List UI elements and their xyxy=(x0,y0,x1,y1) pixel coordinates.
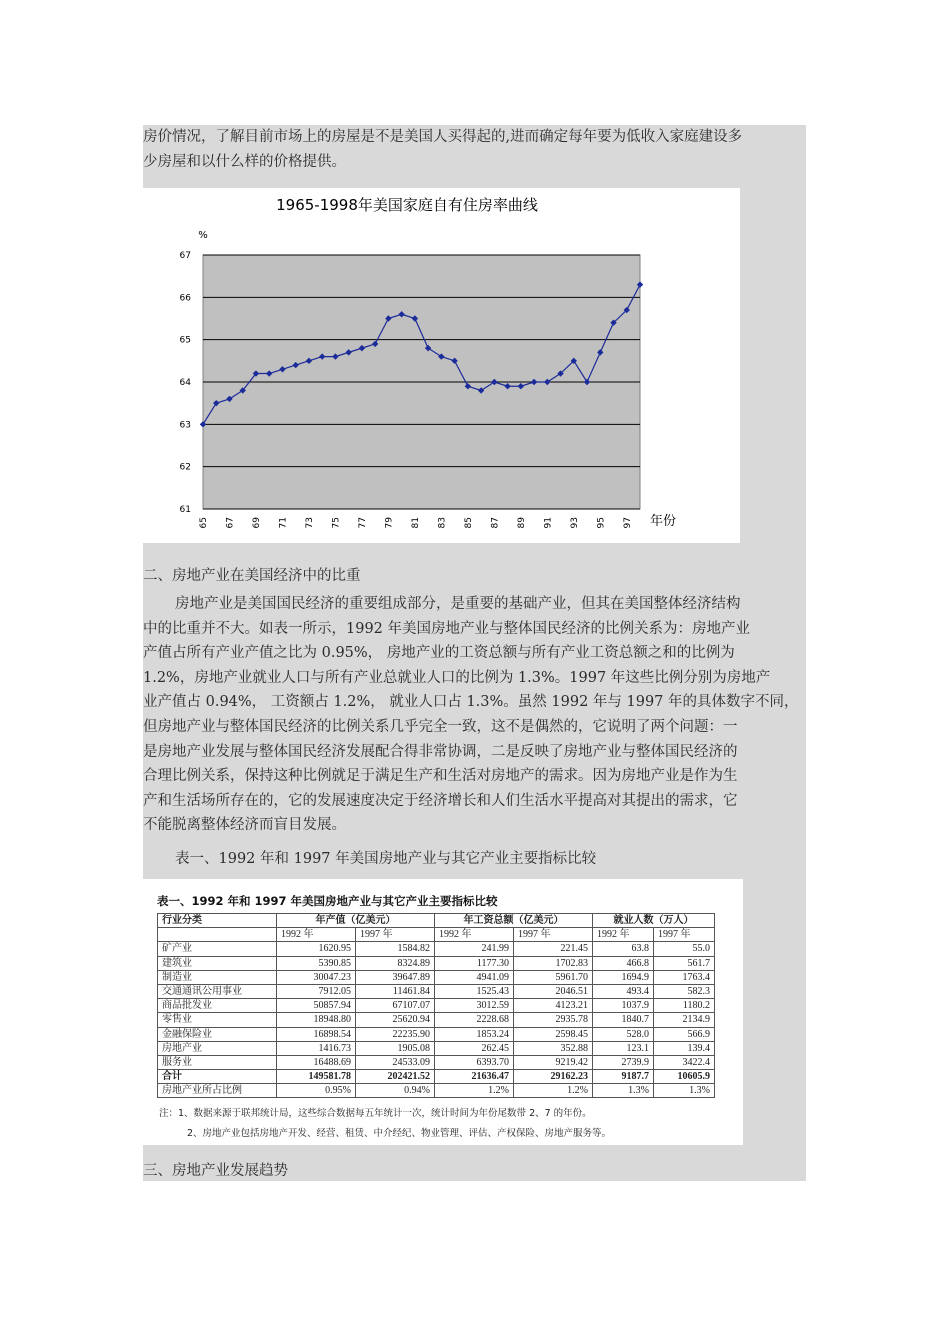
industry-cell: 服务业 xyxy=(158,1055,277,1069)
value-cell: 22235.90 xyxy=(356,1027,435,1041)
value-cell: 1584.82 xyxy=(356,942,435,956)
value-cell: 566.9 xyxy=(654,1027,715,1041)
value-cell: 7912.05 xyxy=(277,984,356,998)
x-tick-label: 87 xyxy=(490,517,501,529)
industry-cell: 金融保险业 xyxy=(158,1027,277,1041)
value-cell: 1694.9 xyxy=(593,970,654,984)
value-cell: 18948.80 xyxy=(277,1013,356,1027)
value-cell: 10605.9 xyxy=(654,1070,715,1084)
body-line: 不能脱离整体经济而盲目发展。 xyxy=(143,817,346,834)
value-cell: 1037.9 xyxy=(593,999,654,1013)
table-row xyxy=(158,999,715,1013)
body-line: 合理比例关系，保持这种比例就足于满足生产和生活对房地产的需求。因为房地产业是作为生 xyxy=(143,768,738,785)
year-cell: 1992 年 xyxy=(277,928,356,942)
industry-cell: 商品批发业 xyxy=(158,999,277,1013)
y-tick-label: 64 xyxy=(179,378,191,388)
body-line: 业产值占 0.94%， 工资额占 1.2%， 就业人口占 1.3%。虽然 1992 年与 1997 年的具体数字不同， xyxy=(143,694,799,711)
table-row xyxy=(158,970,715,984)
value-cell: 2046.51 xyxy=(514,984,593,998)
industry-cell: 建筑业 xyxy=(158,956,277,970)
value-cell: 1.3% xyxy=(654,1084,715,1098)
header-cell: 就业人数（万人） xyxy=(593,914,715,928)
value-cell: 1416.73 xyxy=(277,1041,356,1055)
table-row xyxy=(158,956,715,970)
blank-cell xyxy=(158,928,277,942)
value-cell: 21636.47 xyxy=(435,1070,514,1084)
body-line: 房地产业是美国国民经济的重要组成部分，是重要的基础产业，但其在美国整体经济结构 xyxy=(175,596,741,612)
year-cell: 1992 年 xyxy=(435,928,514,942)
value-cell: 63.8 xyxy=(593,942,654,956)
indicator-table xyxy=(157,913,715,1098)
year-cell: 1997 年 xyxy=(514,928,593,942)
value-cell: 2935.78 xyxy=(514,1013,593,1027)
value-cell: 352.88 xyxy=(514,1041,593,1055)
value-cell: 1763.4 xyxy=(654,970,715,984)
x-tick-label: 75 xyxy=(331,517,342,529)
y-tick-label: 63 xyxy=(179,420,191,431)
value-cell: 39647.89 xyxy=(356,970,435,984)
value-cell: 9219.42 xyxy=(514,1055,593,1069)
chart-svg xyxy=(143,188,740,543)
year-cell: 1992 年 xyxy=(593,928,654,942)
value-cell: 1.2% xyxy=(514,1084,593,1098)
chart-title: 1965-1998年美国家庭自有住房率曲线 xyxy=(276,196,538,214)
value-cell: 493.4 xyxy=(593,984,654,998)
x-tick-label: 69 xyxy=(251,517,262,529)
y-tick-label: 67 xyxy=(179,251,191,261)
table-caption: 表一、1992 年和 1997 年美国房地产业与其它产业主要指标比较 xyxy=(175,851,597,867)
intro-line: 少房屋和以什么样的价格提供。 xyxy=(143,153,346,170)
header-cell: 行业分类 xyxy=(158,914,277,928)
industry-cell: 零售业 xyxy=(158,1013,277,1027)
body-line: 中的比重并不大。如表一所示，1992 年美国房地产业与整体国民经济的比例关系为：房地产业 xyxy=(143,620,751,637)
x-tick-label: 79 xyxy=(384,517,395,529)
value-cell: 528.0 xyxy=(593,1027,654,1041)
table-row xyxy=(158,1041,715,1055)
table-note-2: 2、房地产业包括房地产开发、经营、租赁、中介经纪、物业管理、评估、产权保险、房地产服务等。 xyxy=(187,1128,612,1139)
value-cell: 582.3 xyxy=(654,984,715,998)
x-axis-label: 年份 xyxy=(650,514,677,529)
x-tick-label: 89 xyxy=(516,517,527,529)
ownership-rate-chart xyxy=(143,188,740,543)
value-cell: 5961.70 xyxy=(514,970,593,984)
table-total-row xyxy=(158,1070,715,1084)
value-cell: 5390.85 xyxy=(277,956,356,970)
body-line: 1.2%，房地产业就业人口与所有产业总就业人口的比例为 1.3%。1997 年这些比例分别为房地产 xyxy=(143,669,771,686)
x-tick-label: 95 xyxy=(596,517,607,529)
value-cell: 55.0 xyxy=(654,942,715,956)
industry-cell: 合计 xyxy=(158,1070,277,1084)
year-cell: 1997 年 xyxy=(356,928,435,942)
year-cell: 1997 年 xyxy=(654,928,715,942)
y-tick-label: 62 xyxy=(179,462,191,473)
value-cell: 1180.2 xyxy=(654,999,715,1013)
value-cell: 1525.43 xyxy=(435,984,514,998)
value-cell: 29162.23 xyxy=(514,1070,593,1084)
value-cell: 1.2% xyxy=(435,1084,514,1098)
x-tick-label: 85 xyxy=(463,517,474,529)
value-cell: 25620.94 xyxy=(356,1013,435,1027)
table-ratio-row xyxy=(158,1084,715,1098)
table-row xyxy=(158,1027,715,1041)
value-cell: 2739.9 xyxy=(593,1055,654,1069)
indicator-table-figure xyxy=(143,879,743,1145)
industry-cell: 房地产业 xyxy=(158,1041,277,1055)
value-cell: 2598.45 xyxy=(514,1027,593,1041)
value-cell: 3012.59 xyxy=(435,999,514,1013)
value-cell: 4941.09 xyxy=(435,970,514,984)
value-cell: 139.4 xyxy=(654,1041,715,1055)
value-cell: 1620.95 xyxy=(277,942,356,956)
value-cell: 466.8 xyxy=(593,956,654,970)
value-cell: 221.45 xyxy=(514,942,593,956)
table-title: 表一、1992 年和 1997 年美国房地产业与其它产业主要指标比较 xyxy=(157,894,498,908)
x-tick-label: 77 xyxy=(357,517,368,529)
value-cell: 0.95% xyxy=(277,1084,356,1098)
table-note-1: 注：1、数据来源于联邦统计局，这些综合数据每五年统计一次，统计时间为年份尾数带 2、7 的年份。 xyxy=(159,1108,592,1119)
x-tick-label: 71 xyxy=(278,517,289,529)
value-cell: 1.3% xyxy=(593,1084,654,1098)
value-cell: 2228.68 xyxy=(435,1013,514,1027)
industry-cell: 房地产业所占比例 xyxy=(158,1084,277,1098)
intro-paragraph xyxy=(143,125,806,174)
x-tick-label: 97 xyxy=(622,517,633,529)
value-cell: 123.1 xyxy=(593,1041,654,1055)
section-3-heading: 三、房地产业发展趋势 xyxy=(143,1163,288,1179)
value-cell: 50857.94 xyxy=(277,999,356,1013)
value-cell: 8324.89 xyxy=(356,956,435,970)
table-row xyxy=(158,942,715,956)
section-2-body xyxy=(143,592,806,838)
table-header-row xyxy=(158,914,715,928)
body-line: 产和生活场所存在的，它的发展速度决定于经济增长和人们生活水平提高对其提出的需求，它 xyxy=(143,792,738,809)
table-row xyxy=(158,984,715,998)
header-cell: 年产值（亿美元） xyxy=(277,914,435,928)
value-cell: 4123.21 xyxy=(514,999,593,1013)
value-cell: 149581.78 xyxy=(277,1070,356,1084)
value-cell: 11461.84 xyxy=(356,984,435,998)
value-cell: 1853.24 xyxy=(435,1027,514,1041)
x-tick-label: 93 xyxy=(569,517,580,529)
value-cell: 262.45 xyxy=(435,1041,514,1055)
table-year-row xyxy=(158,928,715,942)
x-tick-label: 83 xyxy=(437,517,448,529)
value-cell: 561.7 xyxy=(654,956,715,970)
value-cell: 3422.4 xyxy=(654,1055,715,1069)
section-2-heading: 二、房地产业在美国经济中的比重 xyxy=(143,568,361,584)
y-tick-label: 66 xyxy=(179,293,191,304)
y-tick-label: 65 xyxy=(179,335,191,346)
value-cell: 1905.08 xyxy=(356,1041,435,1055)
table-row xyxy=(158,1055,715,1069)
intro-line: 房价情况，了解目前市场上的房屋是不是美国人买得起的,进而确定每年要为低收入家庭建设多 xyxy=(143,129,743,145)
industry-cell: 制造业 xyxy=(158,970,277,984)
value-cell: 241.99 xyxy=(435,942,514,956)
value-cell: 16488.69 xyxy=(277,1055,356,1069)
header-cell: 年工资总额（亿美元） xyxy=(435,914,593,928)
value-cell: 9187.7 xyxy=(593,1070,654,1084)
x-tick-label: 73 xyxy=(304,517,315,529)
industry-cell: 交通通讯公用事业 xyxy=(158,984,277,998)
industry-cell: 矿产业 xyxy=(158,942,277,956)
value-cell: 67107.07 xyxy=(356,999,435,1013)
value-cell: 1702.83 xyxy=(514,956,593,970)
value-cell: 1177.30 xyxy=(435,956,514,970)
x-tick-label: 81 xyxy=(410,517,421,529)
value-cell: 202421.52 xyxy=(356,1070,435,1084)
x-tick-label: 91 xyxy=(543,517,554,529)
value-cell: 16898.54 xyxy=(277,1027,356,1041)
value-cell: 6393.70 xyxy=(435,1055,514,1069)
table-row xyxy=(158,1013,715,1027)
body-line: 但房地产业与整体国民经济的比例关系几乎完全一致，这不是偶然的，它说明了两个问题：一 xyxy=(143,718,738,735)
value-cell: 1840.7 xyxy=(593,1013,654,1027)
x-tick-label: 65 xyxy=(199,517,209,529)
body-line: 产值占所有产业产值之比为 0.95%， 房地产业的工资总额与所有产业工资总额之和的比例为 xyxy=(143,645,735,662)
value-cell: 24533.09 xyxy=(356,1055,435,1069)
value-cell: 0.94% xyxy=(356,1084,435,1098)
value-cell: 2134.9 xyxy=(654,1013,715,1027)
body-line: 是房地产业发展与整体国民经济发展配合得非常协调，二是反映了房地产业与整体国民经济的 xyxy=(143,743,738,760)
x-tick-label: 67 xyxy=(225,517,236,529)
y-tick-label: 61 xyxy=(179,505,191,515)
value-cell: 30047.23 xyxy=(277,970,356,984)
y-axis-label: % xyxy=(198,230,208,241)
